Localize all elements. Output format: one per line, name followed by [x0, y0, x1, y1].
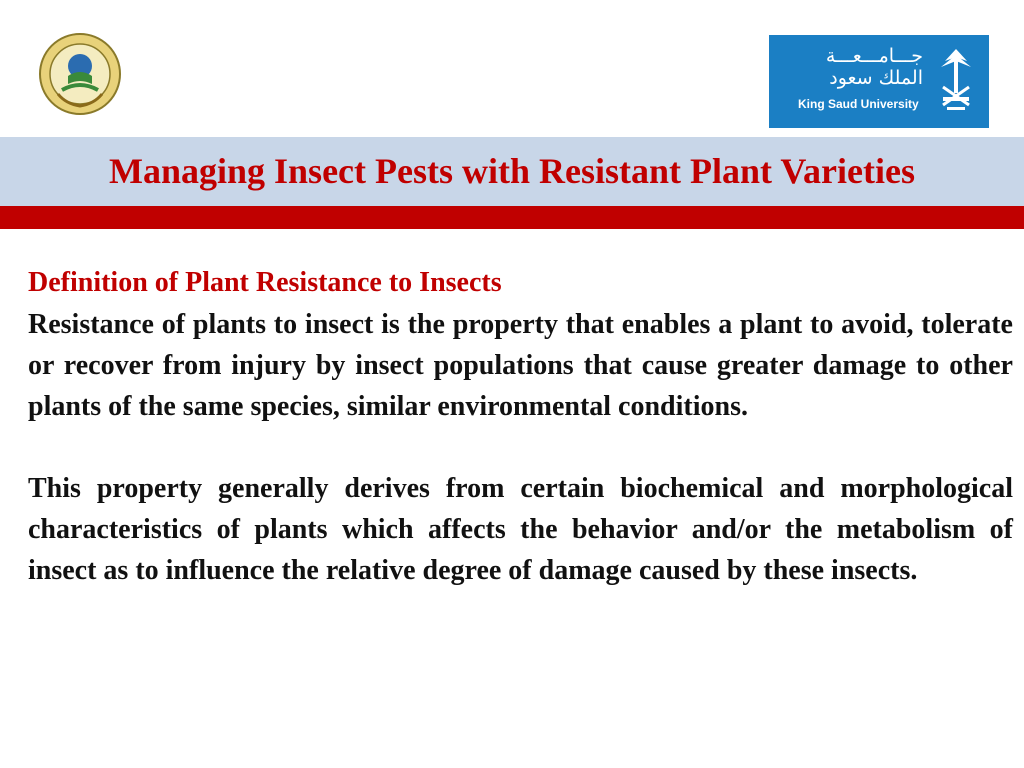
ksu-english-name: King Saud University [798, 97, 919, 111]
definition-heading: Definition of Plant Resistance to Insects [28, 267, 502, 298]
college-seal-icon [38, 32, 122, 116]
slide-content [28, 262, 1013, 591]
palm-swords-emblem-icon [935, 45, 977, 117]
ksu-arabic-name [826, 45, 923, 89]
king-saud-university-logo [769, 35, 989, 128]
slide-title: Managing Insect Pests with Resistant Plant Varieties [109, 151, 915, 191]
red-divider-band [0, 206, 1024, 229]
ksu-arabic-line1: جـــامـــعـــة [825, 45, 923, 67]
paragraph-definition: Resistance of plants to insect is the property that enables a plant to avoid, tolerate or recover from injury by insect populations that cause greater damage to other plants of the same species, similar environmental conditions. [28, 309, 1013, 422]
paragraph-property: This property generally derives from certain biochemical and morphological characteristics of plants which affects the behavior and/or the metabolism of insect as to influence the relative degree of damage caused by these insects. [28, 473, 1013, 586]
college-seal-logo [38, 32, 122, 116]
ksu-arabic-line2: الملك سعود [829, 67, 923, 89]
title-band [0, 137, 1024, 206]
